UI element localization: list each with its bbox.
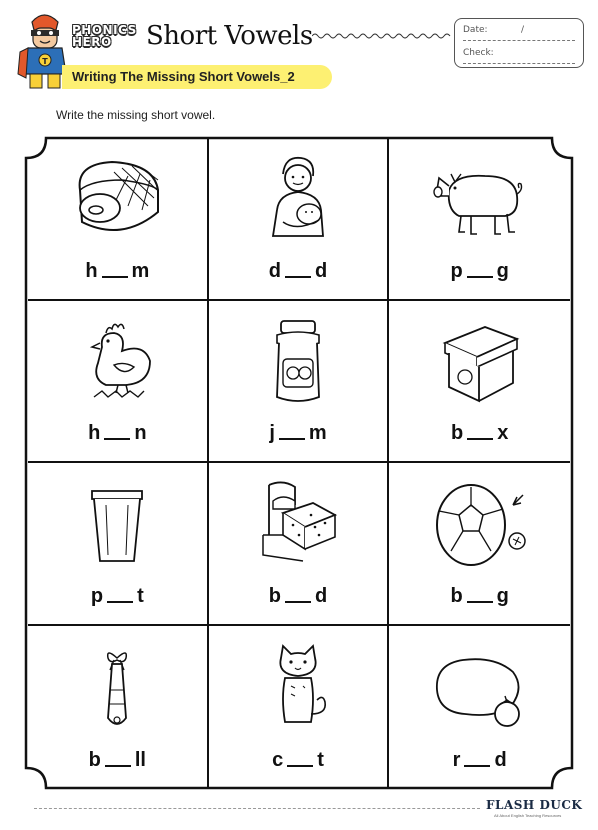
word-red bbox=[389, 749, 570, 772]
red-tomato-icon bbox=[425, 638, 535, 738]
card-big bbox=[389, 463, 570, 626]
word-pot bbox=[28, 585, 207, 608]
footer-divider bbox=[34, 808, 480, 809]
card-bed bbox=[209, 463, 390, 626]
card-bell bbox=[28, 626, 209, 789]
card-jam bbox=[209, 301, 390, 464]
word-start: b bbox=[268, 584, 281, 607]
word-dad bbox=[209, 260, 388, 283]
card-cat bbox=[209, 626, 390, 789]
vowel-blank[interactable] bbox=[464, 751, 490, 767]
brand-line-1: PHONICS bbox=[72, 23, 137, 37]
word-end: g bbox=[496, 584, 509, 607]
word-start: r bbox=[452, 749, 461, 771]
word-pig bbox=[389, 260, 570, 283]
card-box bbox=[389, 301, 570, 464]
vowel-blank[interactable] bbox=[467, 424, 493, 440]
word-bed bbox=[209, 585, 388, 608]
date-check-box bbox=[454, 18, 584, 68]
word-start: b bbox=[88, 749, 101, 771]
word-ham bbox=[28, 260, 207, 283]
word-cat bbox=[209, 749, 388, 772]
word-start: d bbox=[268, 259, 281, 282]
worksheet-subtitle: Writing The Missing Short Vowels_2 bbox=[72, 69, 295, 84]
box-icon bbox=[425, 313, 535, 413]
vowel-blank[interactable] bbox=[287, 751, 313, 767]
word-start: p bbox=[90, 584, 104, 607]
ham-icon bbox=[62, 150, 172, 250]
word-start: p bbox=[450, 259, 463, 282]
word-start: b bbox=[450, 584, 463, 607]
wavy-divider bbox=[312, 31, 454, 41]
vowel-blank[interactable] bbox=[105, 751, 131, 767]
card-pig bbox=[389, 138, 570, 301]
date-label: Date: bbox=[463, 25, 488, 35]
word-start: h bbox=[85, 259, 98, 282]
hen-icon bbox=[62, 313, 172, 413]
word-hen bbox=[28, 422, 207, 445]
word-end: x bbox=[497, 422, 509, 444]
word-start: j bbox=[269, 422, 275, 444]
vowel-blank[interactable] bbox=[279, 424, 305, 440]
vowel-blank[interactable] bbox=[285, 262, 311, 278]
word-end: n bbox=[134, 422, 147, 444]
card-pot bbox=[28, 463, 209, 626]
vowel-card-grid bbox=[28, 138, 570, 788]
pot-icon bbox=[62, 475, 172, 575]
svg-text:T: T bbox=[42, 57, 48, 66]
vowel-blank[interactable] bbox=[107, 587, 133, 603]
bed-icon bbox=[243, 475, 353, 575]
brand-line-2: HERO bbox=[72, 35, 112, 49]
check-label: Check: bbox=[463, 48, 494, 58]
word-end: d bbox=[314, 584, 328, 607]
word-end: ll bbox=[134, 749, 146, 771]
dad-with-baby-icon bbox=[243, 150, 353, 250]
card-dad bbox=[209, 138, 390, 301]
brand-logo bbox=[72, 24, 137, 48]
check-field[interactable] bbox=[463, 48, 575, 64]
flash-duck-logo: FLASH DUCK bbox=[486, 798, 583, 812]
cat-icon bbox=[243, 638, 353, 738]
pig-icon bbox=[425, 150, 535, 250]
word-start: h bbox=[88, 422, 101, 444]
bell-icon bbox=[62, 638, 172, 738]
vowel-blank[interactable] bbox=[467, 587, 493, 603]
word-bell bbox=[28, 749, 207, 772]
vowel-blank[interactable] bbox=[104, 424, 130, 440]
date-slash: / bbox=[521, 25, 525, 35]
word-end: m bbox=[131, 259, 150, 282]
word-end: t bbox=[317, 749, 324, 771]
word-start: b bbox=[450, 422, 464, 444]
word-start: c bbox=[272, 749, 284, 771]
page-title: Short Vowels bbox=[146, 21, 313, 51]
word-jam bbox=[209, 422, 388, 445]
vowel-blank[interactable] bbox=[285, 587, 311, 603]
footer-tagline: All About English Teaching Resources bbox=[494, 813, 562, 818]
card-red bbox=[389, 626, 570, 789]
word-end: t bbox=[137, 584, 144, 607]
word-big bbox=[389, 585, 570, 608]
word-end: d bbox=[314, 259, 328, 282]
vowel-blank[interactable] bbox=[467, 262, 493, 278]
card-hen bbox=[28, 301, 209, 464]
vowel-blank[interactable] bbox=[102, 262, 128, 278]
jam-jar-icon bbox=[243, 313, 353, 413]
big-ball-icon bbox=[425, 475, 535, 575]
word-end: m bbox=[308, 422, 327, 444]
date-field[interactable] bbox=[463, 25, 575, 41]
word-end: d bbox=[494, 749, 507, 771]
instruction-text: Write the missing short vowel. bbox=[56, 108, 216, 122]
card-ham bbox=[28, 138, 209, 301]
word-box bbox=[389, 422, 570, 445]
word-end: g bbox=[496, 259, 509, 282]
